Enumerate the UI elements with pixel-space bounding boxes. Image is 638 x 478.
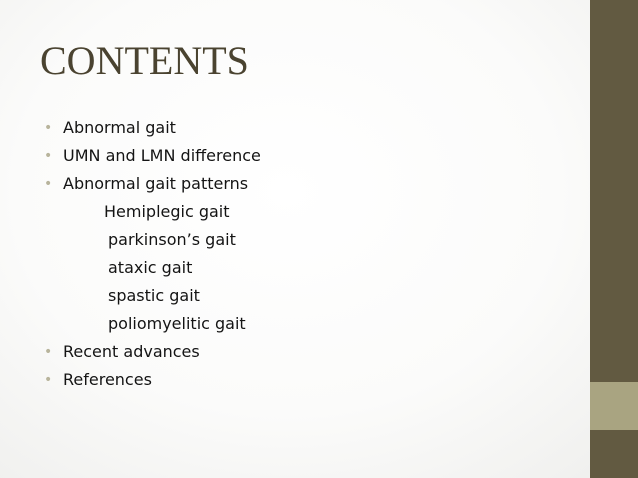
- list-item-label: ataxic gait: [108, 258, 193, 277]
- bullet-icon: •: [44, 120, 53, 136]
- list-item-label: Abnormal gait patterns: [63, 174, 249, 193]
- list-item-umn-lmn: [44, 144, 261, 168]
- list-item-label: parkinson’s gait: [108, 230, 236, 249]
- slide-title: CONTENTS: [40, 38, 249, 83]
- list-item-label: spastic gait: [108, 286, 200, 305]
- sub-item-parkinsons: [108, 228, 236, 252]
- list-item-label: References: [63, 370, 152, 389]
- sub-item-spastic: [108, 284, 200, 308]
- list-item-label: Abnormal gait: [63, 118, 176, 137]
- list-item-label: UMN and LMN difference: [63, 146, 261, 165]
- bullet-icon: •: [44, 344, 53, 360]
- list-item-label: poliomyelitic gait: [108, 314, 246, 333]
- bullet-icon: •: [44, 148, 53, 164]
- list-item-abnormal-gait: [44, 116, 176, 140]
- sub-item-poliomyelitic: [108, 312, 246, 336]
- bullet-icon: •: [44, 372, 53, 388]
- list-item-gait-patterns: [44, 172, 249, 196]
- sidebar-accent-block: [590, 382, 638, 430]
- list-item-label: Recent advances: [63, 342, 200, 361]
- list-item-recent-advances: [44, 340, 200, 364]
- sub-item-hemiplegic: [104, 200, 230, 224]
- sub-item-ataxic: [108, 256, 192, 280]
- bullet-icon: •: [44, 176, 53, 192]
- list-item-label: Hemiplegic gait: [104, 202, 230, 221]
- list-item-references: [44, 368, 152, 392]
